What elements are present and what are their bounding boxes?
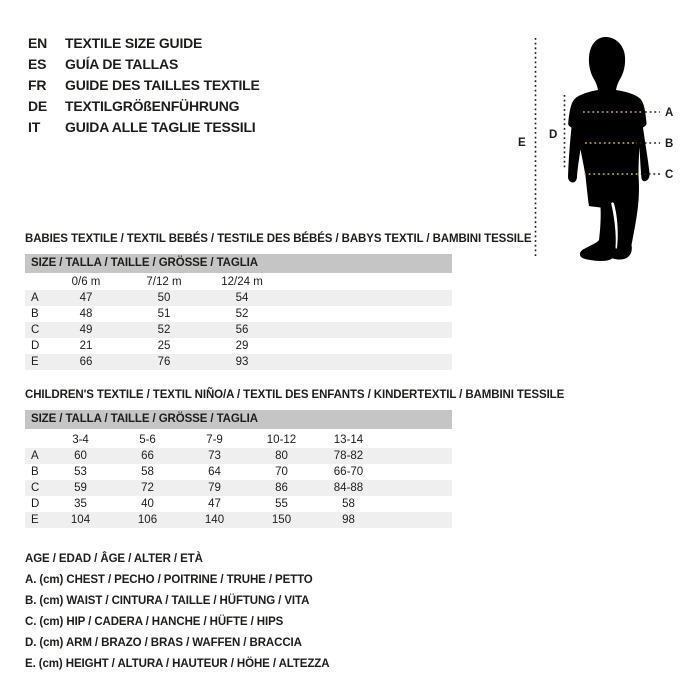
size-value-cell: 72 — [141, 482, 154, 494]
babies-size-table — [25, 274, 452, 370]
size-value-cell: 21 — [79, 340, 93, 352]
size-value-cell: 66-70 — [333, 466, 364, 478]
size-value-cell: 48 — [79, 308, 93, 320]
language-code: ES — [28, 56, 47, 72]
filler-cell — [281, 338, 452, 354]
measure-label-c: C — [665, 169, 674, 181]
table-row — [25, 512, 452, 528]
filler-cell — [281, 322, 452, 338]
row-measure-label: A — [31, 292, 39, 304]
row-measure-label: C — [31, 324, 40, 336]
size-value-cell: 104 — [70, 514, 91, 526]
row-measure-label: E — [31, 514, 39, 526]
size-value-cell: 54 — [235, 292, 249, 304]
size-value-cell: 64 — [208, 466, 221, 478]
table-row — [25, 322, 452, 338]
measure-label-b: B — [665, 138, 674, 150]
legend-line-chest: A. (cm) CHEST / PECHO / POITRINE / TRUHE / PETTO — [25, 574, 313, 586]
size-value-cell: 79 — [208, 482, 221, 494]
size-column-header: 7-9 — [206, 434, 223, 446]
size-value-cell: 60 — [74, 450, 87, 462]
size-value-cell: 49 — [79, 324, 93, 336]
table-row — [25, 306, 452, 322]
column-header-row — [25, 274, 452, 290]
size-value-cell: 58 — [141, 466, 154, 478]
guide-title: TEXTILGRÖßENFÜHRUNG — [65, 98, 240, 114]
size-value-cell: 53 — [74, 466, 87, 478]
row-measure-label: D — [31, 340, 40, 352]
filler-cell — [382, 448, 452, 464]
language-code: IT — [28, 119, 41, 135]
row-measure-label: E — [31, 356, 39, 368]
size-column-header: 10-12 — [266, 434, 297, 446]
size-value-cell: 29 — [235, 340, 249, 352]
size-column-header: 7/12 m — [146, 276, 182, 288]
legend-line-age: AGE / EDAD / ÂGE / ALTER / ETÀ — [25, 553, 203, 565]
size-value-cell: 35 — [74, 498, 87, 510]
size-value-cell: 56 — [235, 324, 249, 336]
size-value-cell: 76 — [157, 356, 171, 368]
size-column-header: 0/6 m — [71, 276, 101, 288]
size-value-cell: 58 — [342, 498, 355, 510]
filler-cell — [382, 512, 452, 528]
legend-line-waist: B. (cm) WAIST / CINTURA / TAILLE / HÜFTUNG / VITA — [25, 595, 310, 607]
size-value-cell: 47 — [79, 292, 93, 304]
size-value-cell: 40 — [141, 498, 154, 510]
size-value-cell: 50 — [157, 292, 171, 304]
size-value-cell: 93 — [235, 356, 249, 368]
size-value-cell: 47 — [208, 498, 221, 510]
column-header-row — [25, 432, 452, 448]
table-row — [25, 464, 452, 480]
size-value-cell: 78-82 — [333, 450, 364, 462]
language-code: DE — [28, 98, 48, 114]
table-row — [25, 480, 452, 496]
children-size-table — [25, 432, 452, 528]
table-row — [25, 496, 452, 512]
legend-line-arm: D. (cm) ARM / BRAZO / BRAS / WAFFEN / BRACCIA — [25, 637, 302, 649]
size-value-cell: 70 — [275, 466, 288, 478]
measure-label-d: D — [549, 129, 558, 141]
size-value-cell: 140 — [204, 514, 225, 526]
measurement-legend — [25, 549, 329, 675]
language-title-block — [28, 33, 260, 138]
size-column-header: 3-4 — [72, 434, 89, 446]
size-value-cell: 84-88 — [333, 482, 364, 494]
language-row — [28, 96, 260, 117]
table-row — [25, 354, 452, 370]
guide-title: TEXTILE SIZE GUIDE — [65, 35, 203, 51]
size-value-cell: 66 — [141, 450, 154, 462]
size-value-cell: 106 — [137, 514, 158, 526]
children-section-title: CHILDREN'S TEXTILE / TEXTIL NIÑO/A / TEXTIL DES ENFANTS / KINDERTEXTIL / BAMBINI TESSILE — [25, 389, 565, 401]
row-label-spacer — [25, 432, 47, 448]
size-value-cell: 150 — [271, 514, 292, 526]
measure-label-e: E — [518, 137, 526, 149]
babies-size-header-bar: SIZE / TALLA / TAILLE / GRÖSSE / TAGLIA — [25, 254, 452, 273]
size-column-header: 13-14 — [333, 434, 364, 446]
guide-title: GUIDA ALLE TAGLIE TESSILI — [65, 119, 256, 135]
language-code: FR — [28, 77, 47, 93]
row-measure-label: D — [31, 498, 40, 510]
language-row — [28, 117, 260, 138]
table-row — [25, 290, 452, 306]
size-value-cell: 80 — [275, 450, 288, 462]
size-column-header: 12/24 m — [221, 276, 263, 288]
size-value-cell: 25 — [157, 340, 171, 352]
row-measure-label: A — [31, 450, 39, 462]
filler-cell — [382, 432, 452, 448]
measurement-figure — [505, 28, 695, 273]
filler-cell — [281, 306, 452, 322]
size-column-header: 5-6 — [139, 434, 156, 446]
row-measure-label: C — [31, 482, 40, 494]
filler-cell — [281, 354, 452, 370]
table-row — [25, 448, 452, 464]
legend-line-height: E. (cm) HEIGHT / ALTURA / HAUTEUR / HÖHE / ALTEZZA — [25, 658, 330, 670]
row-measure-label: B — [31, 466, 39, 478]
children-size-header-bar: SIZE / TALLA / TAILLE / GRÖSSE / TAGLIA — [25, 410, 452, 429]
language-row — [28, 75, 260, 96]
filler-cell — [382, 496, 452, 512]
size-value-cell: 73 — [208, 450, 221, 462]
filler-cell — [281, 274, 452, 290]
size-value-cell: 55 — [275, 498, 288, 510]
guide-title: GUÍA DE TALLAS — [65, 56, 179, 72]
child-silhouette-icon — [568, 37, 650, 261]
language-code: EN — [28, 35, 48, 51]
babies-section-title: BABIES TEXTILE / TEXTIL BEBÉS / TESTILE DES BÉBÉS / BABYS TEXTIL / BAMBINI TESSILE — [25, 233, 532, 245]
size-value-cell: 52 — [235, 308, 249, 320]
legend-line-hip: C. (cm) HIP / CADERA / HANCHE / HÜFTE / HIPS — [25, 616, 284, 628]
size-value-cell: 52 — [157, 324, 171, 336]
size-value-cell: 98 — [342, 514, 355, 526]
language-row — [28, 33, 260, 54]
filler-cell — [382, 464, 452, 480]
row-measure-label: B — [31, 308, 39, 320]
filler-cell — [281, 290, 452, 306]
guide-title: GUIDE DES TAILLES TEXTILE — [65, 77, 260, 93]
size-value-cell: 66 — [79, 356, 93, 368]
language-row — [28, 54, 260, 75]
filler-cell — [382, 480, 452, 496]
table-row — [25, 338, 452, 354]
measure-label-a: A — [665, 107, 674, 119]
size-value-cell: 51 — [157, 308, 171, 320]
size-value-cell: 59 — [74, 482, 87, 494]
row-label-spacer — [25, 274, 47, 290]
size-value-cell: 86 — [275, 482, 288, 494]
